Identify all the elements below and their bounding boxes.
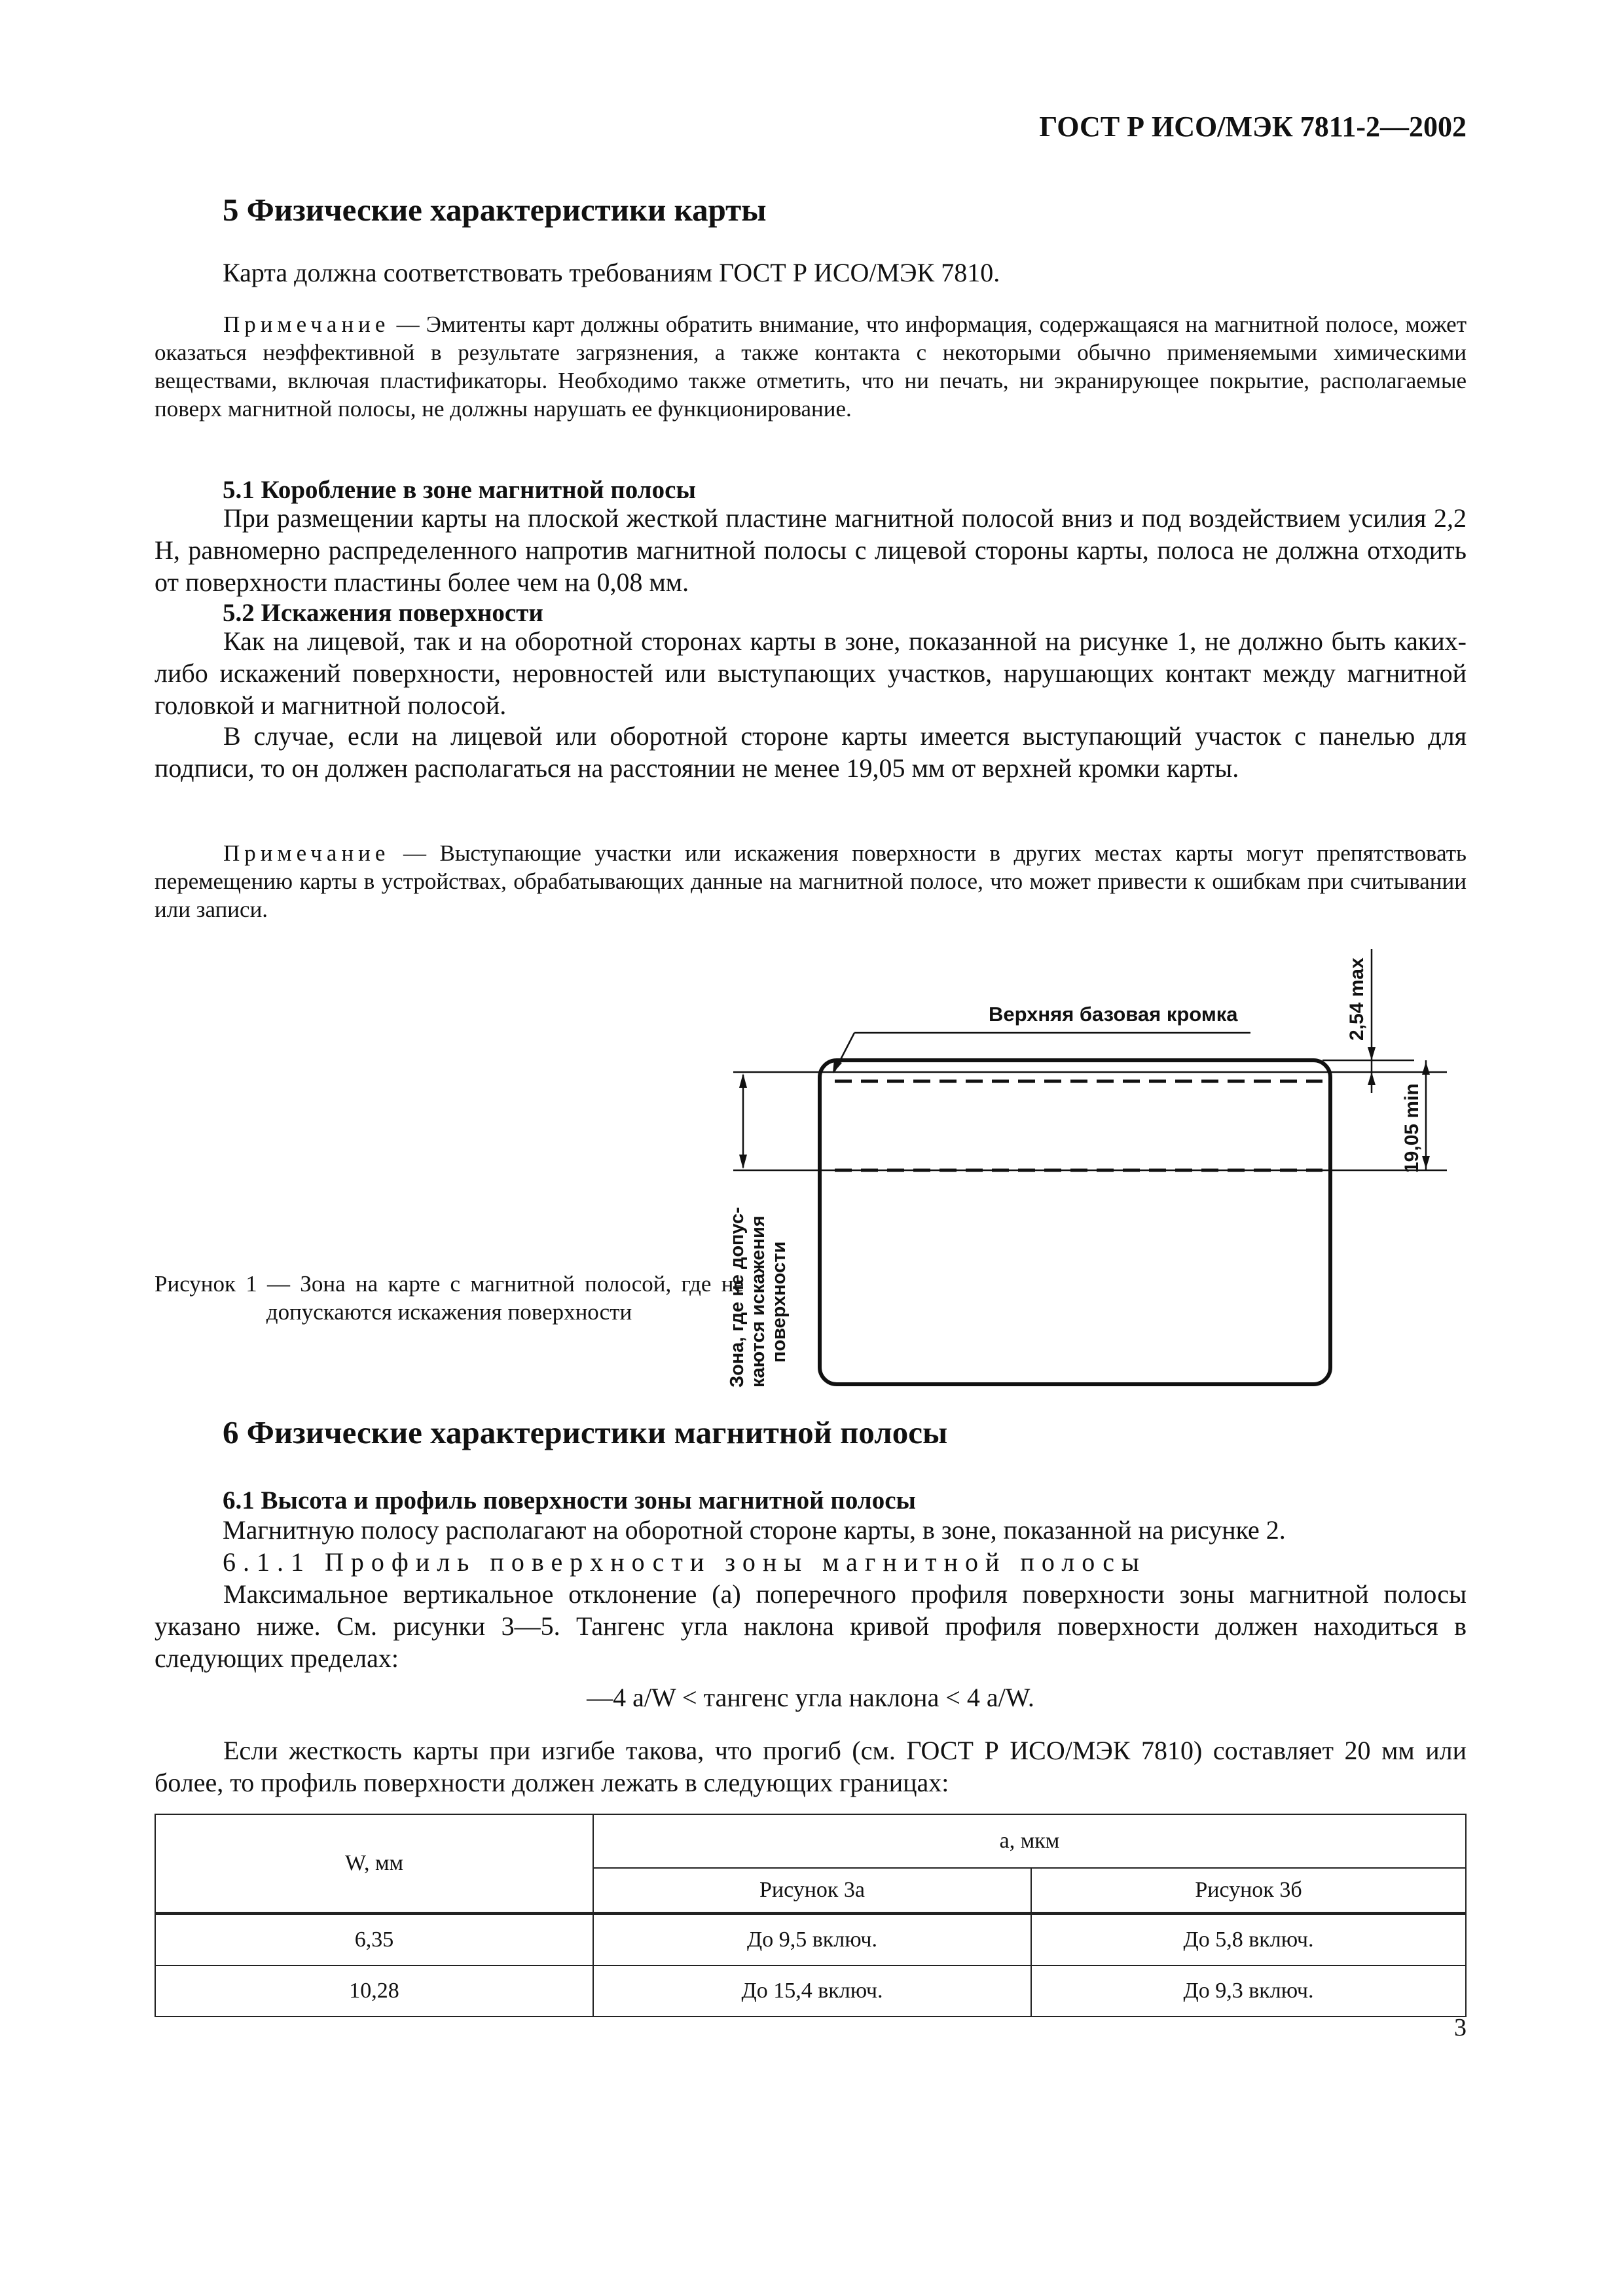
section-6-1-title: 6.1 Высота и профиль поверхности зоны магнитной полосы — [223, 1486, 916, 1515]
note-1-text: — Эмитенты карт должны обратить внимание, что информация, содержащаяся на магнитной полосе, может оказаться неэффективной в результате загрязнения, а также контакта с некоторыми обычно применяемыми химическими веществами, включая пластификаторы. Необходимо также отметить, что ни печать, ни экранирующее покрытие, располагаемые поверх магнитной полосы, не должны нарушать ее функционирование. — [155, 312, 1467, 422]
card-outline — [820, 1060, 1330, 1384]
table-cell-w: 6,35 — [155, 1914, 593, 1966]
table-cell-fig3a: До 9,5 включ. — [593, 1914, 1031, 1966]
zone-arrow-bottom — [739, 1155, 747, 1169]
table-row — [155, 1965, 1466, 2017]
page-number: 3 — [1454, 2014, 1467, 2041]
profile-limits-table — [155, 1814, 1467, 2017]
note-1-label: Примечание — [223, 312, 390, 337]
section-6-1-1-title: 6.1.1 Профиль поверхности зоны магнитной полосы — [223, 1547, 1146, 1577]
table-cell-w: 10,28 — [155, 1965, 593, 2017]
table-header-a: a, мкм — [593, 1814, 1466, 1868]
section-6-after-formula: Если жесткость карты при изгибе такова, что прогиб (см. ГОСТ Р ИСО/МЭК 7810) составляет 20 мм или более, то профиль поверхности должен лежать в следующих границах: — [155, 1736, 1467, 1797]
table-row — [155, 1914, 1466, 1966]
figure-1-caption: Рисунок 1 — Зона на карте с магнитной полосой, где не допускаются искажения поверхности — [155, 1271, 744, 1325]
section-5-intro: Карта должна соответствовать требованиям ГОСТ Р ИСО/МЭК 7810. — [223, 258, 1000, 287]
section-5-2-text-1: Как на лицевой, так и на оборотной сторонах карты в зоне, показанной на рисунке 1, не должно быть каких-либо искажений поверхности, неровностей или выступающих участков, нарушающих контакт между магнитной головкой и магнитной полосой. — [155, 626, 1467, 720]
table-subheader-fig3b: Рисунок 3б — [1031, 1868, 1466, 1914]
running-head: ГОСТ Р ИСО/МЭК 7811-2—2002 — [1039, 111, 1467, 143]
dim-min-label: 19,05 min — [1401, 1083, 1423, 1173]
dim-max-label: 2,54 max — [1346, 958, 1368, 1041]
table-cell-fig3a: До 15,4 включ. — [593, 1965, 1031, 2017]
section-5-2-text-2: В случае, если на лицевой или оборотной стороне карты имеется выступающий участок с панелью для подписи, то он должен располагаться на расстоянии не менее 19,05 мм от верхней кромки карты. — [155, 721, 1467, 783]
note-1 — [155, 310, 1467, 423]
zone-label-line-3: поверхности — [769, 1241, 790, 1363]
table-header-w: W, мм — [155, 1814, 593, 1914]
section-6-1-1-text: Максимальное вертикальное отклонение (a) поперечного профиля поверхности зоны магнитной полосы указано ниже. См. рисунки 3—5. Тангенс угла наклона кривой профиля поверхности должен находиться в следующих пределах: — [155, 1579, 1467, 1673]
note-2-text: — Выступающие участки или искажения поверхности в других местах карты могут препятствовать перемещению карты в устройствах, обрабатывающих данные на магнитной полосе, что может привести к ошибкам при считывании или записи. — [155, 840, 1467, 922]
section-5-1-title: 5.1 Коробление в зоне магнитной полосы — [223, 476, 696, 504]
note-2 — [155, 839, 1467, 924]
dim-max-arrow-bottom — [1368, 1072, 1376, 1085]
section-5-1-text: При размещении карты на плоской жесткой пластине магнитной полосой вниз и под воздействием усилия 2,2 Н, равномерно распределенного напротив магнитной полосы с лицевой стороны карты, полоса не должна отходить от поверхности пластины более чем на 0,08 мм. — [155, 503, 1467, 597]
table-cell-fig3b: До 5,8 включ. — [1031, 1914, 1466, 1966]
zone-arrow-top — [739, 1073, 747, 1088]
section-5-2-title: 5.2 Искажения поверхности — [223, 599, 543, 627]
table-cell-fig3b: До 9,3 включ. — [1031, 1965, 1466, 2017]
zone-label-line-1: Зона, где не допус- — [727, 1207, 748, 1388]
section-6-1-text: Магнитную полосу располагают на оборотной стороне карты, в зоне, показанной на рисунке 2. — [223, 1515, 1286, 1545]
dim-max-arrow-top — [1368, 1047, 1376, 1060]
edge-label: Верхняя базовая кромка — [989, 1003, 1238, 1026]
zone-label-line-2: каются искажения — [748, 1215, 769, 1388]
section-5-title: 5 Физические характеристики карты — [223, 192, 767, 228]
tangent-formula: —4 a/W < тангенс угла наклона < 4 a/W. — [587, 1683, 1034, 1712]
note-2-label: Примечание — [223, 840, 390, 866]
dim-min-arrow-bottom — [1422, 1156, 1430, 1169]
table-subheader-fig3a: Рисунок 3а — [593, 1868, 1031, 1914]
dim-min-arrow-top — [1422, 1062, 1430, 1075]
section-6-title: 6 Физические характеристики магнитной полосы — [223, 1414, 948, 1450]
figure-1-drawing — [694, 936, 1467, 1407]
